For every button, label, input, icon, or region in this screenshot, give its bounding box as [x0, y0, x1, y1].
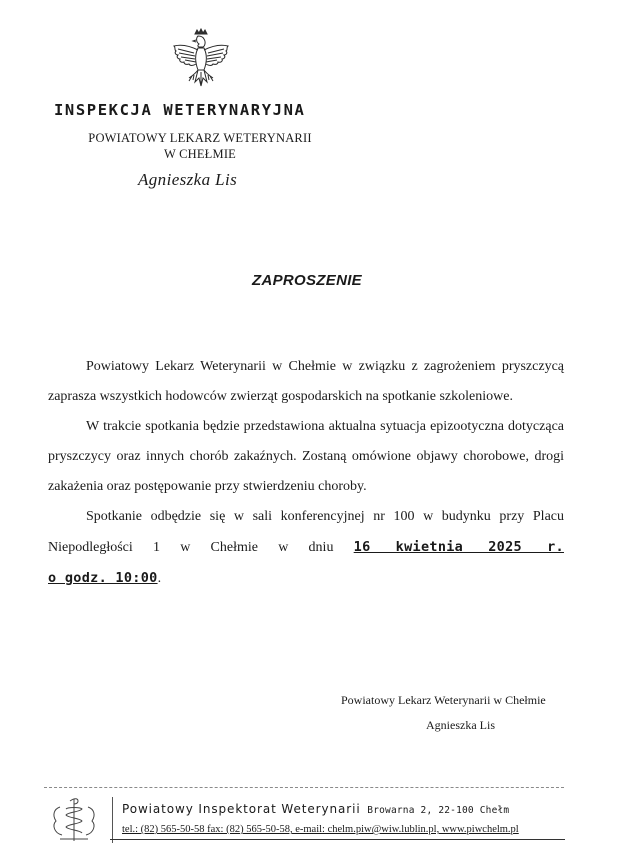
footer-organization: [122, 802, 509, 816]
footer-org-name: Powiatowy Inspektorat Weterynarii: [122, 802, 361, 816]
document-body: [48, 352, 564, 594]
paragraph-3: [48, 502, 564, 594]
office-name-line-2: W CHEŁMIE: [163, 147, 237, 161]
institution-name: INSPEKCJA WETERYNARYJNA: [54, 101, 306, 119]
footer-divider: [112, 797, 113, 843]
footer-contact: [122, 824, 519, 835]
paragraph-3-text: Spotkanie odbędzie się w sali konferencyjnej nr 100 w budynku przy Placu Niepodległości 1 w Chełmie w dniu: [48, 509, 564, 555]
polish-eagle-emblem-icon: [168, 28, 234, 96]
signature-name: Agnieszka Lis: [426, 718, 495, 732]
signature-title: Powiatowy Lekarz Weterynarii w Chełmie: [341, 693, 546, 707]
footer-contact-text: tel.: (82) 565-50-58 fax: (82) 565-50-58, e-mail: chelm.piw@wiw.lublin.pl, www.piwchelm.pl: [122, 824, 519, 835]
paragraph-3-end: .: [157, 571, 162, 586]
veterinary-caduceus-logo-icon: [46, 795, 102, 845]
header-person-name: Agnieszka Lis: [138, 170, 238, 189]
paragraph-3-tail: [48, 563, 564, 594]
paragraph-2: W trakcie spotkania będzie przedstawiona aktualna sytuacja epizootyczna dotycząca pryszczycy oraz innych chorób zakaźnych. Zostaną omówione objawy chorobowe, drogi zakażenia oraz postępowanie przy stwierdzeniu choroby.: [48, 419, 564, 494]
footer-bottom-line: [110, 839, 565, 840]
meeting-time: o godz. 10:00: [48, 570, 158, 586]
footer-address: Browarna 2, 22-100 Chełm: [367, 805, 510, 816]
paragraph-1: Powiatowy Lekarz Weterynarii w Chełmie w związku z zagrożeniem pryszczycą zaprasza wszystkich hodowców zwierząt gospodarskich na spotkanie szkoleniowe.: [48, 359, 564, 404]
footer-separator: [44, 787, 564, 788]
document-title: ZAPROSZENIE: [252, 272, 362, 289]
meeting-date: 16 kwietnia 2025 r.: [353, 539, 564, 555]
office-name-line-1: POWIATOWY LEKARZ WETERYNARII: [88, 131, 312, 145]
